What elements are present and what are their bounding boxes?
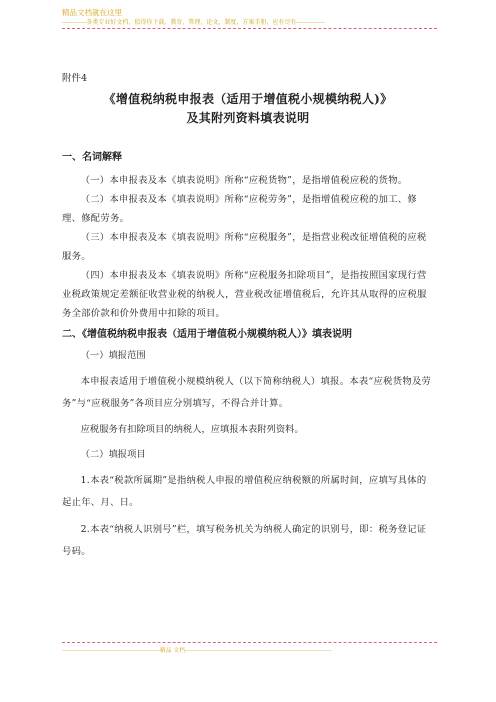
document-title-line2: 及其附列资料填表说明 <box>186 111 310 125</box>
footer-text: --------------------------------------------------精品 文档--------------------------------------------------------------------------- <box>62 648 332 654</box>
header-title: 精品文档就在这里 <box>62 8 122 17</box>
document-body <box>62 70 434 568</box>
section-heading-terms: 一、名词解释 <box>62 152 122 163</box>
document-title-line1: 《增值税纳税申报表（适用于增值税小规模纳税人)》 <box>103 92 393 106</box>
header-subtitle: ------------各类专业好文档，值得你下载，教育，管理，论文，制度，方案手册，应有尽有-------------- <box>62 19 325 26</box>
attachment-label: 附件4 <box>62 73 88 84</box>
paragraph: （三）本申报表及本《填表说明》所称“应税服务”，是指营业税改征增值税的应税服务。 <box>62 232 427 262</box>
paragraph: 应税服务有扣除项目的纳税人，应填报本表附列资料。 <box>80 424 304 435</box>
paragraph: 本申报表适用于增值税小规模纳税人（以下简称纳税人）填报。本表“应税货物及劳务”与“应税服务”各项目应分别填写，不得合并计算。 <box>62 376 432 409</box>
paragraph: （一）本申报表及本《填表说明》所称“应税货物”，是指增值税应税的货物。 <box>80 175 408 186</box>
paragraph: （四）本申报表及本《填表说明》所称“应税服务扣除项目”，是指按照国家现行营业税政策规定差额征收营业税的纳税人，营业税改征增值税后，允许其从取得的应税服务全部价款和价外费用中扣除的项目。 <box>62 270 427 319</box>
paragraph: 2.本表“纳税人识别号”栏，填写税务机关为纳税人确定的识别号，即：税务登记证号码。 <box>62 524 427 557</box>
subsection-heading-scope: （一）填报范围 <box>80 350 146 361</box>
paragraph: 1.本表“税款所属期”是指纳税人申报的增值税应纳税额的所属时间，应填写具体的起止年、月、日。 <box>62 475 427 508</box>
subsection-heading-items: （二）填报项目 <box>80 449 146 460</box>
header-divider <box>62 28 437 29</box>
section-heading-instructions: 二、《增值税纳税申报表（适用于增值税小规模纳税人）》填表说明 <box>62 329 352 340</box>
footer-divider <box>62 642 437 643</box>
paragraph: （二）本申报表及本《填表说明》所称“应税劳务”，是指增值税应税的加工、修理、修配劳务。 <box>62 194 417 224</box>
